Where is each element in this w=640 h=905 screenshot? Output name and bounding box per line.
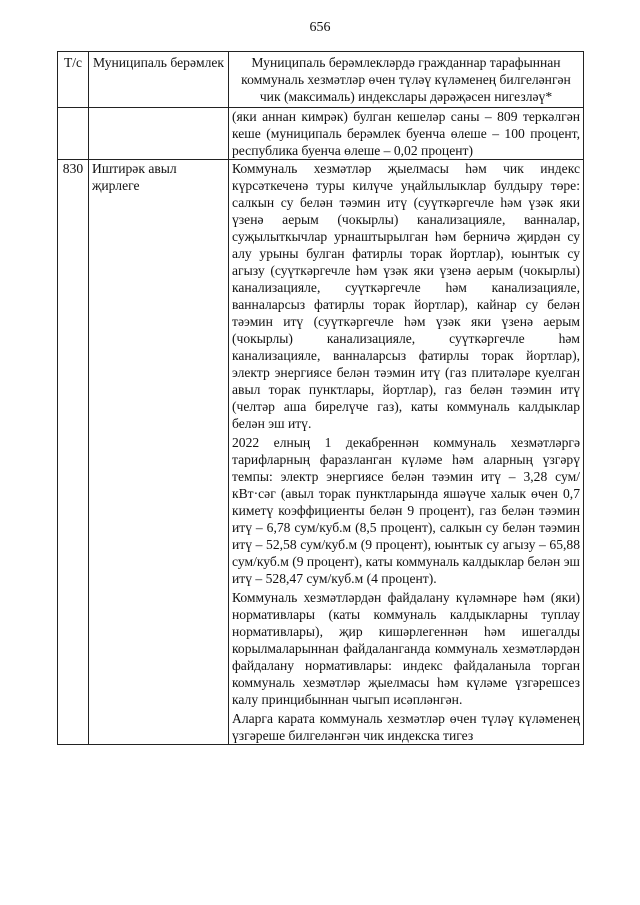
row-justification <box>229 160 584 745</box>
row-number: 830 <box>58 160 89 745</box>
cell-continuation-municipality <box>89 108 229 160</box>
justification-paragraph-3: Коммуналь хезмәтләрдән файдалану күләмнәре һәм (яки) нормативлары (каты коммуналь калдыкларны туплау нормативлары), җир кишәрлегеннән һәм ишегалды корылмаларыннан файдаланганда коммуналь хезмәтләрдән файдалану нормативлары: индекс файдаланыла торган коммуналь хезмәтләр җыелмасы һәм күләме үзгәрешсез калу принцибыннан чыгып исәпләнгән. <box>232 590 580 707</box>
justification-paragraph-4: Аларга карата коммуналь хезмәтләр өчен түләү күләменең үзгәреше билгеләнгән чик индекска тигез <box>232 711 580 743</box>
cell-continuation-text <box>229 108 584 160</box>
header-number: Т/с <box>58 52 89 108</box>
row-municipality: Иштирәк авыл җирлеге <box>89 160 229 745</box>
cell-continuation-number <box>58 108 89 160</box>
page-number: 656 <box>309 20 331 35</box>
header-municipality: Муниципаль берәмлек <box>89 52 229 108</box>
tariff-index-table <box>57 51 584 745</box>
justification-paragraph-2: 2022 елның 1 декабреннән коммуналь хезмәтләргә тарифларның фаразланган күләме һәм аларның үзгәрү темпы: электр энергиясе белән тәэмин итү – 3,28 сум/кВт·сәг (авыл торак пунктларында яшәүче халык өчен 0,7 киметү коэффициенты белән 9 процент), газ белән тәэмин итү – 6,78 сум/куб.м (8,5 процент), салкын су белән тәэмин итү – 52,58 сум/куб.м (9 процент), юынтык су агызу – 65,88 сум/куб.м (9 процент), каты коммуналь калдыклар белән эш итү – 528,47 сум/куб.м (4 процент). <box>232 435 581 586</box>
table-header-row <box>58 52 584 108</box>
continuation-paragraph: (яки аннан кимрәк) булган кешеләр саны – 809 теркәлгән кеше (муниципаль берәмлек буенча өлеше – 100 процент, республика буенча өлеше – 0,02 процент) <box>232 109 580 158</box>
justification-paragraph-1: Коммуналь хезмәтләр җыелмасы һәм чик индекс күрсәткеченә туры килүче уңайлылыклар булдыру төре: салкын су белән тәэмин итү (суүткәргечле һәм үзәк яки үзенә аерым (чокырлы) канализацияле, ванналар, суҗылыткычлар урнаштырылган һәм берничә җирдән су алу урыны булган фатирлы торак йортлар), юынтык су агызу (суүткәргечле һәм үзәк яки үзенә аерым (чокырлы) канализацияле, суүткәргечле һәм канализацияле, ванналарсыз фатирлы торак йортлар), кайнар су белән тәэмин итү (суүткәргечле һәм үзәк яки үзенә аерым (чокырлы) канализацияле, суүткәргечле һәм канализацияле, ванналарсыз фатирлы торак йортлар), электр энергиясе белән тәэмин итү (газ плитәләре куелган авыл торак пунктлары, йортлар), газ белән тәэмин итү (челтәр аша бирелүче газ), каты коммуналь калдыклар белән эш итү. <box>232 161 580 431</box>
table-row <box>58 160 584 745</box>
table-row-continuation <box>58 108 584 160</box>
header-justification: Муниципаль берәмлекләрдә гражданнар тарафыннан коммуналь хезмәтләр өчен түләү күләменең билгеләнгән чик (максималь) индекслары дәрәҗәсен нигезләү* <box>229 52 584 108</box>
